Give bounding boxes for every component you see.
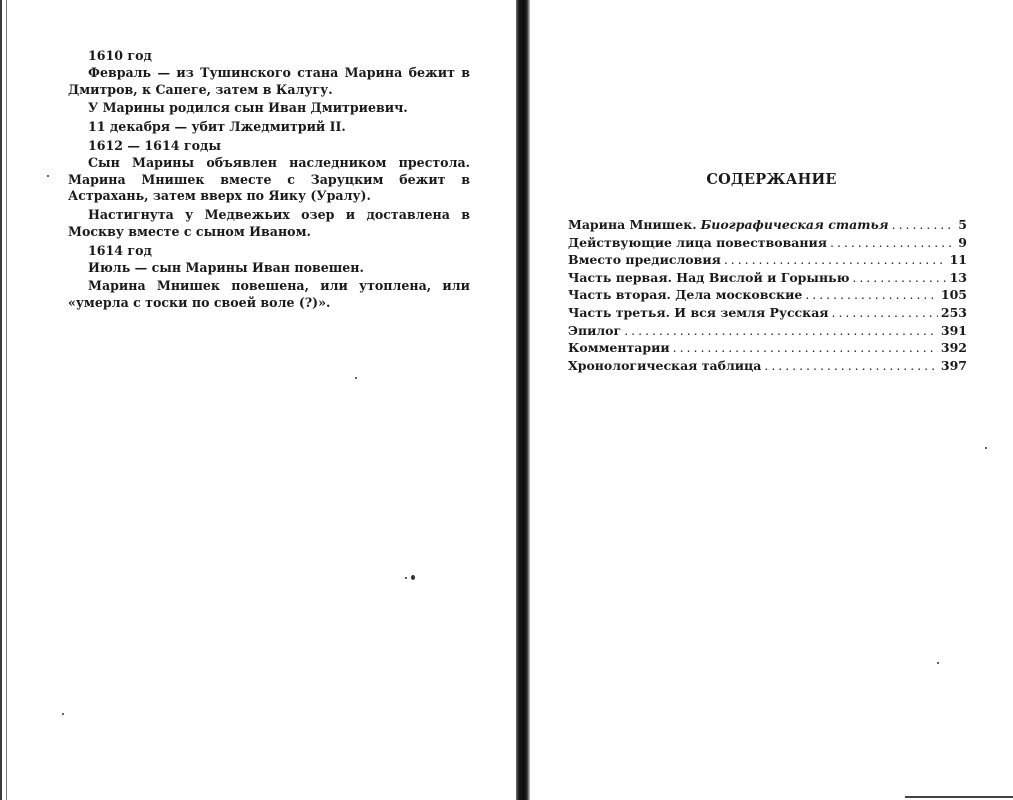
chronology-event: Марина Мнишек повешена, или утоплена, или «умерла с тоски по своей воле (?)». (68, 278, 470, 311)
toc-page-number: 391 (940, 322, 967, 338)
toc-entry (568, 322, 967, 340)
toc-leader-dots (724, 251, 947, 269)
toc-entry (568, 339, 967, 357)
toc-entry (568, 251, 967, 269)
toc-leader-dots (892, 216, 956, 234)
toc-leader-dots (764, 357, 938, 375)
toc-page-number: 11 (949, 252, 967, 268)
chronology-event: Июль — сын Марины Иван повешен. (88, 259, 364, 275)
toc-entry (568, 216, 967, 234)
toc-entry (568, 304, 967, 322)
toc-leader-dots (805, 286, 938, 304)
toc-entry-label: Вместо предисловия (568, 252, 721, 268)
chronology-event: Настигнута у Медвежьих озер и доставлена в Москву вместе с сыном Иваном. (68, 207, 470, 239)
toc-entry (568, 357, 967, 375)
right-page (530, 0, 1013, 800)
toc-leader-dots (673, 339, 938, 357)
toc-entry-label: Часть первая. Над Вислой и Горынью (568, 269, 850, 285)
toc-page-number: 392 (940, 340, 967, 356)
chronology-year: 1614 год (88, 242, 152, 258)
chronology (68, 48, 470, 314)
toc-page-number: 253 (940, 304, 967, 320)
toc-entry-label: Эпилог (568, 322, 622, 338)
chronology-section (68, 138, 470, 241)
toc-entry-label: Часть третья. И вся земля Русская (568, 304, 829, 320)
chronology-year: 1612 — 1614 годы (88, 137, 221, 153)
toc-entry-subtitle: Биографическая статья (700, 217, 889, 232)
toc-leader-dots (832, 304, 938, 322)
toc-page-number: 105 (940, 287, 967, 303)
chronology-event: У Марины родился сын Иван Дмитриевич. (88, 100, 408, 116)
book-spine (516, 0, 530, 800)
toc-page-number: 13 (949, 269, 967, 285)
toc-page-number: 5 (958, 217, 967, 232)
toc-entry-label: Действующие лица повествования (568, 234, 828, 250)
toc-page-number: 9 (958, 234, 967, 250)
chronology-section (68, 48, 470, 136)
toc-entry-label: Марина Мнишек. (568, 217, 697, 232)
toc-entry-label: Комментарии (568, 340, 670, 356)
toc-entry (568, 269, 967, 287)
chronology-event: Сын Марины объявлен наследником престола. Марина Мнишек вместе с Заруцким бежит в Астрахань, затем вверх по Яику (Уралу). (68, 154, 470, 204)
toc-leader-dots (852, 269, 946, 287)
toc-entry (568, 234, 967, 252)
toc-entry-label: Часть вторая. Дела московские (568, 287, 803, 303)
chronology-year: 1610 год (88, 48, 152, 63)
toc-title: СОДЕРЖАНИЕ (706, 171, 837, 188)
toc-page-number: 397 (940, 357, 967, 373)
chronology-event: Февраль — из Тушинского стана Марина бежит в Дмитров, к Сапеге, затем в Калугу. (68, 64, 470, 97)
toc-leader-dots (624, 322, 938, 340)
toc-entry-label: Хронологическая таблица (568, 357, 762, 373)
chronology-section (68, 243, 470, 312)
toc-leader-dots (830, 234, 955, 252)
chronology-event: 11 декабря — убит Лжедмитрий II. (88, 119, 346, 135)
table-of-contents (568, 216, 967, 374)
toc-entry (568, 286, 967, 304)
